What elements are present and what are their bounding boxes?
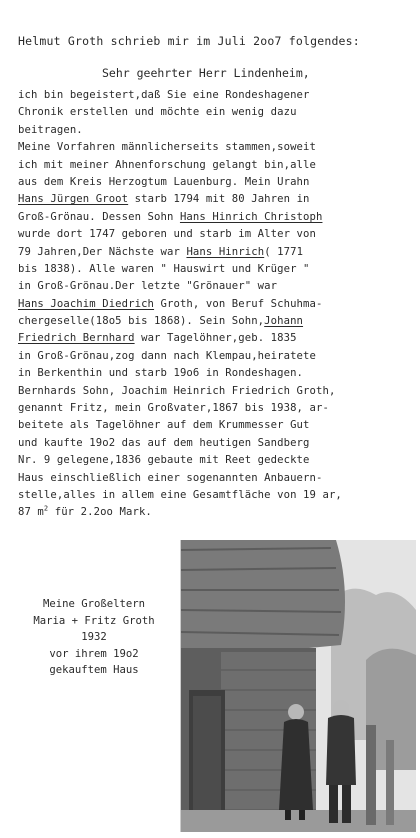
body-line: [18, 191, 413, 208]
body-line: [18, 417, 413, 434]
body-text-segment: in Groß-Grönau.Der letzte "Grönauer" war: [18, 280, 278, 293]
body-text-segment: stelle,alles in allem eine Gesamtfläche von 19 ar,: [18, 488, 342, 501]
body-text-segment: bis 1838). Alle waren " Hauswirt und Krüger ": [18, 262, 310, 275]
body-line: [18, 383, 413, 400]
body-line: [18, 226, 413, 243]
body-text-segment: Bernhards Sohn, Joachim Heinrich Friedrich Groth,: [18, 384, 336, 397]
caption-line: Meine Großeltern: [42, 598, 146, 610]
body-text-segment: aus dem Kreis Herzogtum Lauenburg. Mein Urahn: [18, 175, 310, 188]
body-text-segment: 87 m: [18, 506, 44, 519]
body-text-segment: ich bin begeistert,daß Sie eine Rondeshagener: [18, 89, 310, 101]
body-text-segment: 79 Jahren,Der Nächste war: [18, 245, 187, 258]
ancestor-name: Friedrich Bernhard: [18, 332, 135, 345]
superscript: 2: [43, 504, 49, 513]
body-line: [18, 139, 413, 156]
ancestor-name: Hans Hinrich: [186, 245, 265, 258]
body-line: [18, 244, 413, 261]
ancestor-name: Johann: [264, 315, 304, 328]
body-text-segment: beitete als Tagelöhner auf dem Krummesser Gut: [18, 419, 310, 432]
body-text-segment: ich mit meiner Ahnenforschung gelangt bin,alle: [18, 158, 316, 171]
letter-salutation: Sehr geehrter Herr Lindenheim,: [102, 66, 310, 80]
body-text-segment: Nr. 9 gelegene,1836 gebaute mit Reet gedeckte: [18, 454, 310, 467]
letter-heading: Helmut Groth schrieb mir im Juli 2oo7 folgendes:: [18, 34, 360, 48]
body-line: [18, 487, 413, 504]
body-text-segment: chergeselle(18o5 bis 1868). Sein Sohn,: [18, 315, 265, 328]
body-line: [18, 470, 413, 487]
body-line: [18, 104, 413, 121]
body-text-segment: war Tagelöhner,geb. 1835: [134, 332, 297, 345]
body-text-segment: wurde dort 1747 geboren und starb im Alter von: [18, 228, 316, 241]
letter-body: [18, 87, 413, 522]
body-line: [18, 122, 413, 139]
body-line: [18, 348, 413, 365]
body-line: [18, 435, 413, 452]
caption-line: 1932: [81, 631, 107, 643]
photo-image: [181, 540, 416, 832]
body-text-segment: Haus einschließlich einer sogenannten Anbauern-: [18, 471, 323, 484]
ancestor-name: Hans Joachim Diedrich: [18, 297, 155, 310]
body-line: [18, 504, 413, 521]
body-text-segment: für 2.2oo Mark.: [48, 506, 152, 519]
caption-line: gekauftem Haus: [49, 664, 139, 676]
body-line: [18, 261, 413, 278]
body-text-segment: beitragen.: [18, 123, 83, 136]
body-text-segment: ( 1771: [264, 245, 304, 258]
body-text-segment: in Groß-Grönau,zog dann nach Klempau,heiratete: [18, 349, 316, 362]
body-line: [18, 452, 413, 469]
body-line: [18, 157, 413, 174]
ancestor-name: Hans Hinrich Christoph: [179, 210, 323, 223]
body-line: [18, 400, 413, 417]
body-line: [18, 87, 413, 104]
body-text-segment: genannt Fritz, mein Großvater,1867 bis 1938, ar-: [18, 402, 329, 415]
caption-line: Maria + Fritz Groth: [33, 614, 155, 627]
family-photo: [180, 540, 416, 832]
ancestor-name: Hans Jürgen Groot: [18, 193, 129, 206]
body-line: [18, 313, 413, 330]
body-text-segment: Groß-Grönau. Dessen Sohn: [18, 210, 180, 223]
body-text-segment: Chronik erstellen und möchte ein wenig dazu: [18, 106, 297, 119]
body-text-segment: Meine Vorfahren männlicherseits stammen,soweit: [18, 141, 316, 154]
photo-caption: [14, 596, 174, 679]
body-line: [18, 278, 413, 295]
body-line: [18, 174, 413, 191]
body-line: [18, 365, 413, 382]
body-text-segment: und kaufte 19o2 das auf dem heutigen Sandberg: [18, 436, 310, 449]
caption-line: vor ihrem 19o2: [49, 647, 139, 660]
body-text-segment: in Berkenthin und starb 19o6 in Rondeshagen.: [18, 367, 304, 380]
body-line: [18, 209, 413, 226]
body-line: [18, 296, 413, 313]
body-text-segment: Groth, von Beruf Schuhma-: [154, 297, 323, 310]
body-line: [18, 330, 413, 347]
body-text-segment: starb 1794 mit 80 Jahren in: [128, 193, 310, 206]
